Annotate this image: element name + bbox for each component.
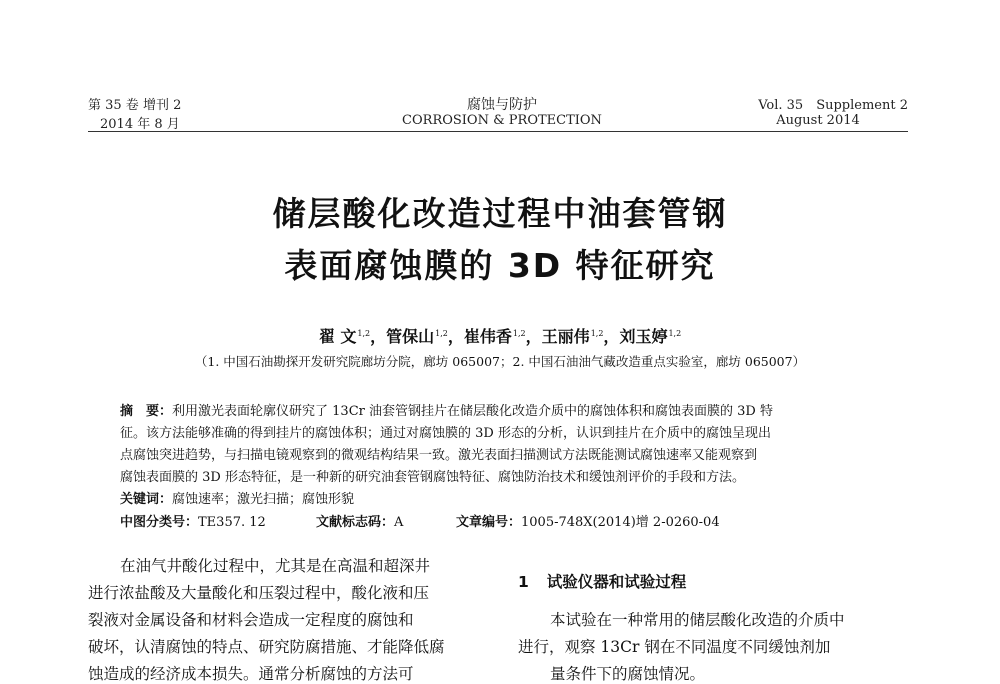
paper-title-line1: 储层酸化改造过程中油套管钢 xyxy=(272,194,728,233)
clc-value: TE357. 12 xyxy=(198,515,266,530)
author xyxy=(464,327,542,346)
author-name: 管保山 xyxy=(386,327,435,346)
article-number-label: 文章编号： xyxy=(456,515,522,530)
publication-date-en: August 2014 xyxy=(776,113,860,128)
author-name: 刘玉婷 xyxy=(619,327,668,346)
author-separator: ， xyxy=(447,327,464,346)
section-number: 1 xyxy=(518,573,529,591)
body-left-line-1: 在油气井酸化过程中，尤其是在高温和超深井 xyxy=(120,557,431,575)
body-left-line-5: 蚀造成的经济成本损失。通常分析腐蚀的方法可 xyxy=(88,665,414,683)
clc-label: 中图分类号： xyxy=(120,515,199,530)
author-affiliation-marker: 1,2 xyxy=(435,328,448,338)
abstract-line-4: 腐蚀表面膜的 3D 形态特征，是一种新的研究油套管钢腐蚀特征、腐蚀防治技术和缓蚀剂评价的手段和方法。 xyxy=(120,470,745,485)
journal-name-en: CORROSION & PROTECTION xyxy=(402,113,602,128)
document-code xyxy=(316,512,403,533)
abstract-line-2: 征。该方法能够准确的得到挂片的腐蚀体积；通过对腐蚀膜的 3D 形态的分析，认识到挂片在介质中的腐蚀呈现出 xyxy=(120,426,771,441)
keywords-label: 关键词： xyxy=(120,492,173,507)
volume-supplement-en: Vol. 35 Supplement 2 xyxy=(758,98,908,113)
author-separator: ， xyxy=(525,327,542,346)
doc-code-value: A xyxy=(394,515,404,530)
body-right-line-1: 本试验在一种常用的储层酸化改造的介质中 xyxy=(550,611,845,629)
volume-issue: 第 35 卷 增刊 2 xyxy=(88,98,182,113)
section-title: 试验仪器和试验过程 xyxy=(546,573,687,591)
author xyxy=(319,327,386,346)
publication-date: 2014 年 8 月 xyxy=(100,117,180,132)
author-separator: ， xyxy=(603,327,620,346)
body-left-line-3: 裂液对金属设备和材料会造成一定程度的腐蚀和 xyxy=(88,611,414,629)
author xyxy=(619,327,681,346)
abstract-line-3: 点腐蚀突进趋势，与扫描电镜观察到的微观结构结果一致。激光表面扫描测试方法既能测试腐蚀速率又能观察到 xyxy=(120,448,758,463)
author xyxy=(386,327,464,346)
author-name: 崔伟香 xyxy=(463,327,512,346)
header-rule xyxy=(88,131,908,132)
abstract-line-1 xyxy=(120,401,773,422)
keywords-value: 腐蚀速率；激光扫描；腐蚀形貌 xyxy=(172,492,355,507)
author-affiliation-marker: 1,2 xyxy=(668,328,682,338)
clc-number xyxy=(120,512,266,533)
article-number xyxy=(456,512,720,533)
author-affiliation-marker: 1,2 xyxy=(357,328,371,338)
author-name: 王丽伟 xyxy=(541,327,590,346)
section-1-heading xyxy=(518,570,686,592)
author-separator: ， xyxy=(370,327,387,346)
article-number-value: 1005-748X(2014)增 2-0260-04 xyxy=(521,515,720,530)
keywords xyxy=(120,489,354,510)
body-left-line-2: 进行浓盐酸及大量酸化和压裂过程中，酸化液和压 xyxy=(88,584,430,602)
author xyxy=(542,327,620,346)
body-left-line-4: 破坏，认清腐蚀的特点、研究防腐措施、才能降低腐 xyxy=(88,638,445,656)
doc-code-label: 文献标志码： xyxy=(316,515,395,530)
paper-title-line2: 表面腐蚀膜的 3D 特征研究 xyxy=(284,246,716,285)
abstract-label: 摘 要： xyxy=(120,404,173,419)
author-affiliation-marker: 1,2 xyxy=(590,328,604,338)
journal-name-cn: 腐蚀与防护 xyxy=(467,97,537,113)
author-list xyxy=(0,324,1000,347)
body-right-line-2: 进行，观察 13Cr 钢在不同温度不同缓蚀剂加 xyxy=(518,638,831,656)
affiliation: （1. 中国石油勘探开发研究院廊坊分院，廊坊 065007；2. 中国石油油气藏改造重点实验室，廊坊 065007） xyxy=(194,354,806,369)
body-right-line-3: 量条件下的腐蚀情况。 xyxy=(550,665,706,683)
author-affiliation-marker: 1,2 xyxy=(512,328,526,338)
abstract-text: 利用激光表面轮廓仪研究了 13Cr 油套管钢挂片在储层酸化改造介质中的腐蚀体积和腐蚀表面膜的 3D 特 xyxy=(172,404,773,419)
author-name: 翟 文 xyxy=(318,327,357,346)
